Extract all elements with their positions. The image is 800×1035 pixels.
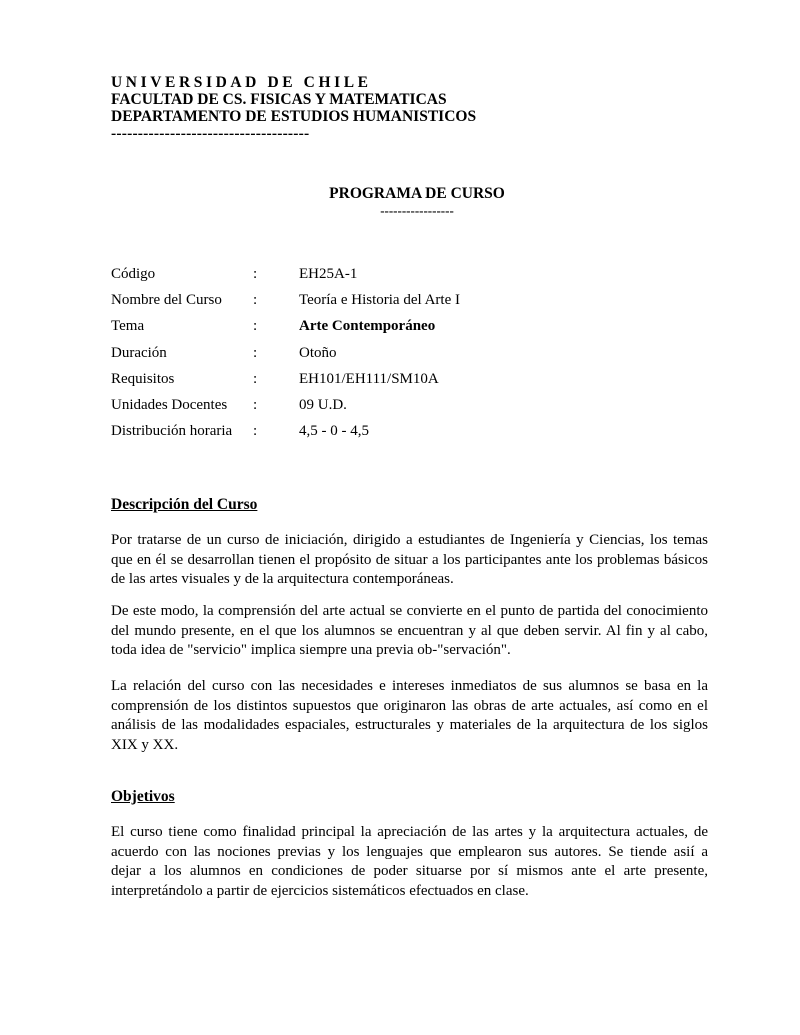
text-line: acuerdo con las nociones previas y los lenguajes que emplearon sus autores. Se tiende asií a — [111, 843, 708, 860]
description-paragraph-3 — [111, 677, 708, 755]
info-separator: : — [253, 396, 258, 413]
text-line: toda idea de "servicio" implica siempre una previa ob-"servación". — [111, 642, 511, 658]
objectives-heading: Objetivos — [111, 788, 175, 805]
objectives-paragraph — [111, 823, 708, 901]
info-separator: : — [253, 292, 258, 309]
program-title-rule: ----------------- — [380, 203, 454, 218]
info-value: 09 U.D. — [299, 396, 347, 413]
program-title: PROGRAMA DE CURSO — [329, 185, 505, 202]
text-line: De este modo, la comprensión del arte actual se convierte en el punto de partida del conocimiento — [111, 603, 708, 619]
description-heading: Descripción del Curso — [111, 496, 258, 513]
info-separator: : — [253, 370, 258, 387]
info-value: Arte Contemporáneo — [299, 318, 436, 335]
document-header — [111, 74, 476, 142]
faculty-name: FACULTAD DE CS. FISICAS Y MATEMATICAS — [111, 91, 447, 108]
info-value: 4,5 - 0 - 4,5 — [299, 423, 369, 440]
text-line: dejar a los alumnos en condiciones de poder situarse por sí mismos ante el arte presente, — [111, 863, 708, 879]
info-value: Teoría e Historia del Arte I — [299, 292, 460, 309]
info-label: Tema — [111, 318, 145, 335]
text-line: La relación del curso con las necesidades e intereses inmediatos de sus alumnos se basa en la — [111, 678, 708, 694]
description-paragraph-1 — [111, 531, 708, 590]
text-line: interpretándolo a partir de ejercicios sistemáticos efectuados en clase. — [111, 882, 529, 899]
info-separator: : — [253, 266, 258, 282]
department-name: DEPARTAMENTO DE ESTUDIOS HUMANISTICOS — [111, 108, 477, 125]
description-paragraph-2 — [111, 602, 708, 661]
text-line: Por tratarse de un curso de iniciación, dirigido a estudiantes de Ingeniería y Ciencias, los temas — [111, 532, 708, 548]
info-label: Distribución horaria — [111, 423, 233, 440]
info-separator: : — [253, 344, 258, 361]
info-separator: : — [253, 423, 258, 440]
info-label: Nombre del Curso — [111, 292, 222, 309]
text-line: de las artes visuales y de la arquitectura contemporáneas. — [111, 571, 454, 587]
info-label: Requisitos — [111, 370, 175, 387]
text-line: que en él se desarrollan tienen el propósito de situar a los participantes ante los problemas básicos — [111, 551, 708, 568]
text-line: del mundo presente, en el que los alumnos se encuentran y al que deben servir. Al fin y al cabo, — [111, 622, 708, 639]
info-label: Duración — [111, 344, 167, 361]
info-value: EH101/EH111/SM10A — [299, 370, 439, 387]
university-name: UNIVERSIDAD DE CHILE — [111, 74, 372, 91]
text-line: XIX y XX. — [111, 736, 179, 753]
info-value: Otoño — [299, 344, 337, 361]
info-separator: : — [253, 318, 258, 335]
info-label: Código — [111, 266, 156, 282]
info-value: EH25A-1 — [299, 266, 358, 282]
header-rule: ------------------------------------- — [111, 125, 310, 142]
info-label: Unidades Docentes — [111, 396, 228, 413]
text-line: análisis de las modalidades espaciales, estructurales y materiales de la arquitectura de los siglos — [111, 717, 708, 733]
text-line: comprensión de los distintos supuestos que originaron las obras de arte actuales, así como en el — [111, 697, 708, 714]
text-line: El curso tiene como finalidad principal la apreciación de las artes y la arquitectura actuales, de — [111, 824, 708, 840]
